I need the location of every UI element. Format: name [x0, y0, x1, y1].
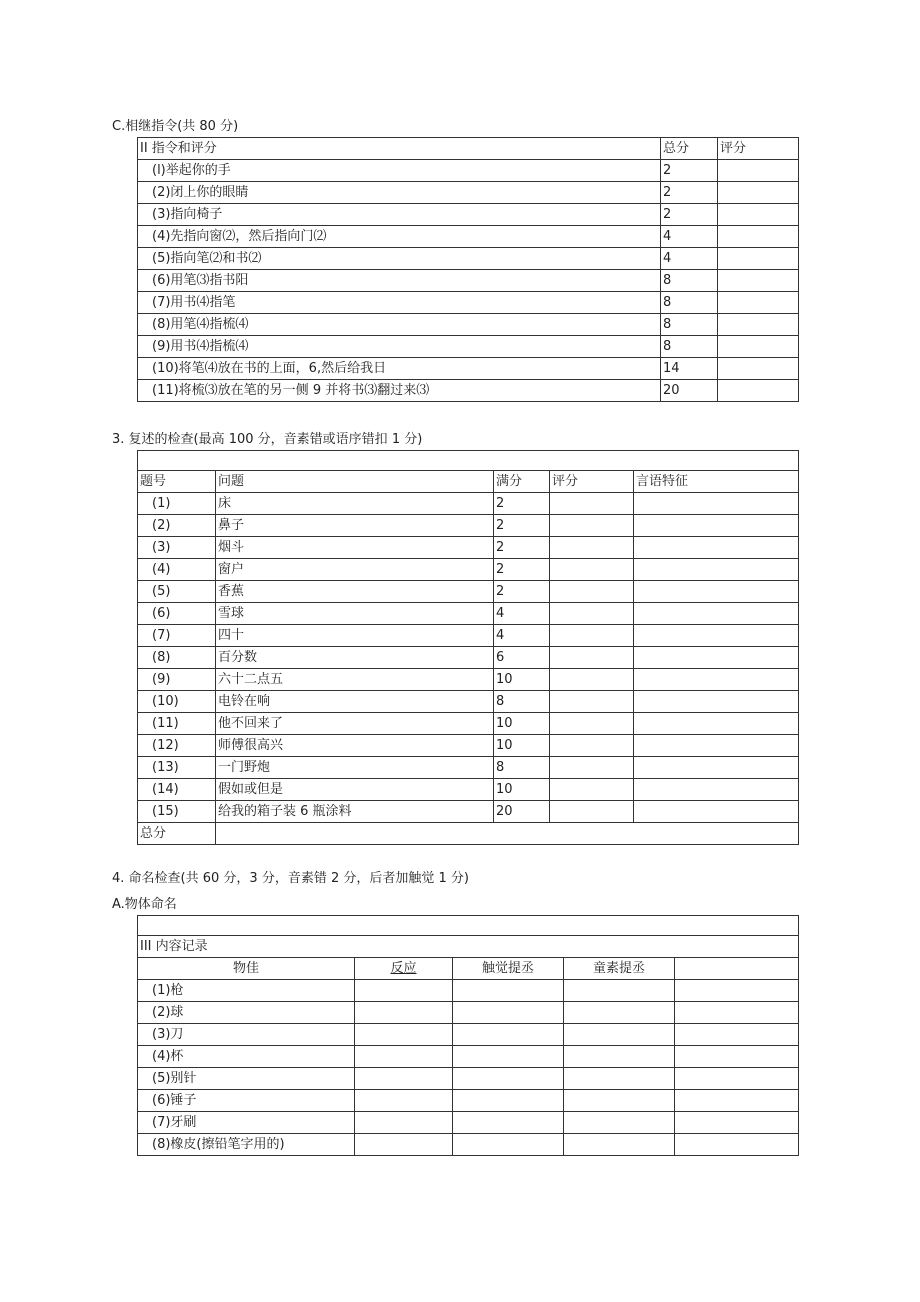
score-cell — [550, 603, 634, 625]
repetition-row — [138, 581, 799, 603]
question-text: 六十二点五 — [216, 669, 494, 691]
phoneme-cue-cell — [564, 1002, 675, 1024]
command-text: (10)将笔⑷放在书的上面，6,然后给我日 — [138, 358, 661, 380]
table-blank-row — [138, 451, 799, 471]
total-points: 20 — [661, 380, 718, 402]
header-feature: 言语特征 — [634, 471, 799, 493]
command-text: (2)闭上你的眼睛 — [138, 182, 661, 204]
score-cell — [550, 691, 634, 713]
object-name: (6)锤子 — [138, 1090, 355, 1112]
full-score: 2 — [494, 537, 550, 559]
full-score: 4 — [494, 625, 550, 647]
score-cell — [550, 669, 634, 691]
command-row — [138, 314, 799, 336]
score-cell — [718, 160, 799, 182]
speech-feature-cell — [634, 603, 799, 625]
phoneme-cue-cell — [564, 980, 675, 1002]
question-number: (14) — [138, 779, 216, 801]
question-number: (15) — [138, 801, 216, 823]
response-cell — [355, 1134, 453, 1156]
score-cell — [718, 270, 799, 292]
score-cell — [550, 581, 634, 603]
question-number: (1) — [138, 493, 216, 515]
repetition-row — [138, 713, 799, 735]
extra-cell — [675, 1024, 799, 1046]
naming-row — [138, 1112, 799, 1134]
question-text: 香蕉 — [216, 581, 494, 603]
command-row — [138, 358, 799, 380]
header-score: 评分 — [550, 471, 634, 493]
total-points: 2 — [661, 204, 718, 226]
score-cell — [550, 735, 634, 757]
tactile-cue-cell — [453, 1002, 564, 1024]
record-label: III 内容记录 — [138, 936, 799, 958]
header-no: 题号 — [138, 471, 216, 493]
repetition-row — [138, 669, 799, 691]
command-row — [138, 204, 799, 226]
tactile-cue-cell — [453, 1024, 564, 1046]
score-cell — [550, 625, 634, 647]
question-text: 百分数 — [216, 647, 494, 669]
header-blank — [675, 958, 799, 980]
object-name: (3)刀 — [138, 1024, 355, 1046]
repetition-row — [138, 537, 799, 559]
speech-feature-cell — [634, 757, 799, 779]
total-points: 8 — [661, 292, 718, 314]
header-response: 反应 — [390, 961, 417, 976]
section-4a-heading: A.物体命名 — [112, 897, 177, 912]
tactile-cue-cell — [453, 1068, 564, 1090]
speech-feature-cell — [634, 779, 799, 801]
total-label: 总分 — [138, 823, 216, 845]
repetition-row — [138, 801, 799, 823]
speech-feature-cell — [634, 801, 799, 823]
header-phoneme: 童素提丞 — [564, 958, 675, 980]
extra-cell — [675, 1112, 799, 1134]
command-text: (7)用书⑷指笔 — [138, 292, 661, 314]
score-cell — [550, 515, 634, 537]
repetition-row — [138, 603, 799, 625]
response-cell — [355, 1046, 453, 1068]
naming-row — [138, 1002, 799, 1024]
question-number: (13) — [138, 757, 216, 779]
total-points: 2 — [661, 182, 718, 204]
speech-feature-cell — [634, 647, 799, 669]
score-cell — [718, 226, 799, 248]
tactile-cue-cell — [453, 1046, 564, 1068]
phoneme-cue-cell — [564, 1090, 675, 1112]
phoneme-cue-cell — [564, 1046, 675, 1068]
repetition-row — [138, 625, 799, 647]
score-cell — [550, 493, 634, 515]
score-cell — [718, 248, 799, 270]
command-row — [138, 380, 799, 402]
speech-feature-cell — [634, 691, 799, 713]
question-text: 床 — [216, 493, 494, 515]
question-number: (10) — [138, 691, 216, 713]
sequential-commands-table — [137, 137, 799, 402]
score-cell — [550, 801, 634, 823]
speech-feature-cell — [634, 515, 799, 537]
command-text: (4)先指向窗⑵，然后指向门⑵ — [138, 226, 661, 248]
score-cell — [550, 537, 634, 559]
section-4-heading: 4. 命名检查(共 60 分，3 分，音素错 2 分，后者加触觉 1 分) — [112, 871, 469, 886]
question-text: 烟斗 — [216, 537, 494, 559]
table-header-row — [138, 958, 799, 980]
full-score: 8 — [494, 691, 550, 713]
response-cell — [355, 1090, 453, 1112]
score-cell — [718, 182, 799, 204]
question-text: 他不回来了 — [216, 713, 494, 735]
object-naming-table — [137, 915, 799, 1156]
full-score: 8 — [494, 757, 550, 779]
question-text: 鼻子 — [216, 515, 494, 537]
question-text: 雪球 — [216, 603, 494, 625]
full-score: 4 — [494, 603, 550, 625]
question-text: 师傅很高兴 — [216, 735, 494, 757]
question-number: (5) — [138, 581, 216, 603]
extra-cell — [675, 1002, 799, 1024]
full-score: 10 — [494, 735, 550, 757]
question-text: 电铃在响 — [216, 691, 494, 713]
repetition-row — [138, 515, 799, 537]
score-cell — [550, 757, 634, 779]
naming-row — [138, 1068, 799, 1090]
phoneme-cue-cell — [564, 1112, 675, 1134]
total-points: 14 — [661, 358, 718, 380]
score-cell — [550, 559, 634, 581]
record-label-row — [138, 936, 799, 958]
score-cell — [718, 314, 799, 336]
table-header-row — [138, 471, 799, 493]
total-points: 4 — [661, 248, 718, 270]
command-text: (9)用书⑷指梳⑷ — [138, 336, 661, 358]
response-cell — [355, 1068, 453, 1090]
command-row — [138, 182, 799, 204]
repetition-row — [138, 757, 799, 779]
total-points: 8 — [661, 314, 718, 336]
question-number: (12) — [138, 735, 216, 757]
table-blank-row — [138, 916, 799, 936]
naming-row — [138, 980, 799, 1002]
header-score: 评分 — [718, 138, 799, 160]
full-score: 6 — [494, 647, 550, 669]
command-text: (11)将梳⑶放在笔的另一侧 9 并将书⑶翻过来⑶ — [138, 380, 661, 402]
speech-feature-cell — [634, 669, 799, 691]
header-tactile: 触觉提丞 — [453, 958, 564, 980]
phoneme-cue-cell — [564, 1068, 675, 1090]
naming-row — [138, 1134, 799, 1156]
section-c-heading: C.相继指令(共 80 分) — [112, 119, 239, 134]
question-text: 一门野炮 — [216, 757, 494, 779]
total-value-cell — [216, 823, 799, 845]
score-cell — [550, 647, 634, 669]
question-number: (4) — [138, 559, 216, 581]
object-name: (2)球 — [138, 1002, 355, 1024]
header-object: 物佳 — [138, 958, 355, 980]
phoneme-cue-cell — [564, 1134, 675, 1156]
question-number: (8) — [138, 647, 216, 669]
full-score: 10 — [494, 669, 550, 691]
repetition-row — [138, 647, 799, 669]
object-name: (5)别针 — [138, 1068, 355, 1090]
naming-row — [138, 1046, 799, 1068]
command-text: (5)指向笔⑵和书⑵ — [138, 248, 661, 270]
command-row — [138, 160, 799, 182]
tactile-cue-cell — [453, 1090, 564, 1112]
object-name: (4)杯 — [138, 1046, 355, 1068]
command-text: (l)举起你的手 — [138, 160, 661, 182]
speech-feature-cell — [634, 537, 799, 559]
speech-feature-cell — [634, 735, 799, 757]
question-text: 四十 — [216, 625, 494, 647]
speech-feature-cell — [634, 713, 799, 735]
score-cell — [718, 380, 799, 402]
command-row — [138, 336, 799, 358]
question-text: 假如或但是 — [216, 779, 494, 801]
response-cell — [355, 980, 453, 1002]
response-cell — [355, 1002, 453, 1024]
score-cell — [718, 358, 799, 380]
command-text: (6)用笔⑶指书阳 — [138, 270, 661, 292]
object-name: (8)橡皮(擦铅笔字用的) — [138, 1134, 355, 1156]
response-cell — [355, 1024, 453, 1046]
naming-row — [138, 1090, 799, 1112]
full-score: 2 — [494, 581, 550, 603]
score-cell — [550, 713, 634, 735]
command-text: (8)用笔⑷指梳⑷ — [138, 314, 661, 336]
question-number: (7) — [138, 625, 216, 647]
speech-feature-cell — [634, 493, 799, 515]
tactile-cue-cell — [453, 980, 564, 1002]
score-cell — [718, 336, 799, 358]
section-3-heading: 3. 复述的检查(最高 100 分，音素错或语序错扣 1 分) — [112, 432, 423, 447]
question-text: 窗户 — [216, 559, 494, 581]
extra-cell — [675, 980, 799, 1002]
full-score: 2 — [494, 493, 550, 515]
speech-feature-cell — [634, 559, 799, 581]
phoneme-cue-cell — [564, 1024, 675, 1046]
extra-cell — [675, 1090, 799, 1112]
question-number: (6) — [138, 603, 216, 625]
header-total: 总分 — [661, 138, 718, 160]
repetition-row — [138, 735, 799, 757]
repetition-row — [138, 779, 799, 801]
full-score: 2 — [494, 515, 550, 537]
repetition-row — [138, 691, 799, 713]
repetition-row — [138, 493, 799, 515]
repetition-test-table — [137, 450, 799, 845]
full-score: 20 — [494, 801, 550, 823]
command-row — [138, 292, 799, 314]
naming-row — [138, 1024, 799, 1046]
full-score: 10 — [494, 779, 550, 801]
table-header-row — [138, 138, 799, 160]
question-number: (3) — [138, 537, 216, 559]
speech-feature-cell — [634, 581, 799, 603]
question-number: (2) — [138, 515, 216, 537]
question-text: 给我的箱子装 6 瓶涂料 — [216, 801, 494, 823]
header-item: II 指令和评分 — [138, 138, 661, 160]
question-number: (9) — [138, 669, 216, 691]
speech-feature-cell — [634, 625, 799, 647]
score-cell — [718, 204, 799, 226]
tactile-cue-cell — [453, 1134, 564, 1156]
total-row — [138, 823, 799, 845]
total-points: 8 — [661, 336, 718, 358]
full-score: 2 — [494, 559, 550, 581]
tactile-cue-cell — [453, 1112, 564, 1134]
header-full: 满分 — [494, 471, 550, 493]
header-question: 问题 — [216, 471, 494, 493]
command-row — [138, 270, 799, 292]
extra-cell — [675, 1068, 799, 1090]
repetition-row — [138, 559, 799, 581]
full-score: 10 — [494, 713, 550, 735]
command-row — [138, 226, 799, 248]
object-name: (7)牙刷 — [138, 1112, 355, 1134]
total-points: 8 — [661, 270, 718, 292]
total-points: 4 — [661, 226, 718, 248]
response-cell — [355, 1112, 453, 1134]
question-number: (11) — [138, 713, 216, 735]
total-points: 2 — [661, 160, 718, 182]
object-name: (1)枪 — [138, 980, 355, 1002]
score-cell — [718, 292, 799, 314]
score-cell — [550, 779, 634, 801]
command-row — [138, 248, 799, 270]
command-text: (3)指向椅子 — [138, 204, 661, 226]
extra-cell — [675, 1046, 799, 1068]
extra-cell — [675, 1134, 799, 1156]
